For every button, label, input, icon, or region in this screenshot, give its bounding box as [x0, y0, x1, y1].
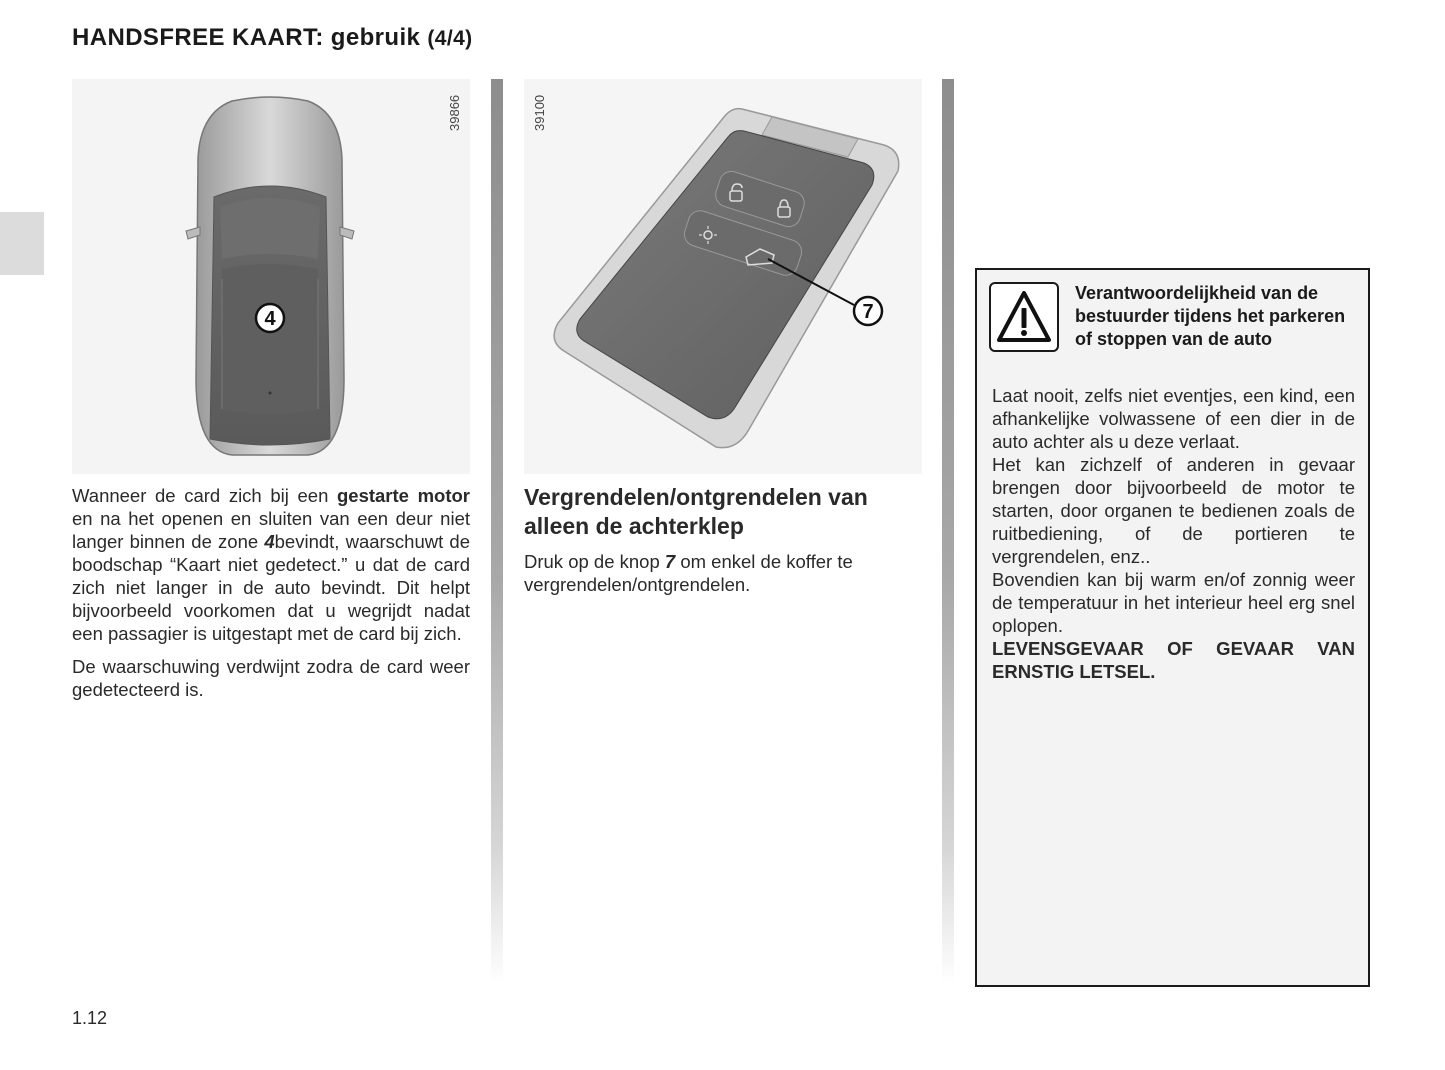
zone-reference: 4 [264, 531, 275, 552]
callout-7-label: 7 [862, 301, 874, 323]
page-title-main: HANDSFREE KAART: gebruik [72, 24, 421, 51]
warning-box [975, 268, 1370, 987]
figure-code-car: 39866 [447, 94, 462, 131]
callout-4-label: 4 [264, 308, 276, 330]
paragraph-warning-disappears: De waarschuwing verdwijnt zodra de card weer gedetecteerd is. [72, 656, 470, 700]
button-reference: 7 [664, 551, 676, 572]
page-number: 1.12 [72, 1008, 108, 1028]
text-run: Wanneer de card zich bij een [72, 485, 337, 506]
page-title-part: (4/4) [427, 27, 473, 50]
bold-run: gestarte motor [336, 485, 470, 506]
text-run: Druk op de knop [524, 551, 665, 572]
figure-code-card: 39100 [532, 94, 547, 131]
car-illustration [72, 79, 470, 474]
warning-paragraph-danger: LEVENSGEVAAR OF GEVAAR VAN ERNSTIG LETSEL. [992, 638, 1355, 682]
warning-body [992, 384, 1355, 683]
warning-triangle-icon [995, 288, 1053, 346]
text-run: en na het openen en sluiten van een deur niet langer binnen de zone [72, 508, 470, 552]
paragraph-tailgate-button [524, 550, 922, 596]
text-run: bevindt, waarschuwt de boodschap “Kaart niet gedetect.” u dat de card zich niet langer in de auto bevindt. Dit helpt bijvoorbeeld voorkomen dat u wegrijdt nadat een passagier is uitgestapt met de card bij zich. [72, 531, 470, 644]
handsfree-card-figure [524, 79, 922, 474]
card-illustration [524, 79, 922, 474]
column-1-text [72, 484, 470, 711]
section-heading-tailgate: Vergrendelen/ontgrendelen van alleen de achterklep [524, 484, 868, 539]
car-top-view-figure [72, 79, 470, 474]
page-title [72, 24, 473, 52]
warning-heading: Verantwoordelijkheid van de bestuurder tijdens het parkeren of stoppen van de auto [1075, 283, 1346, 349]
column-divider-2 [942, 79, 954, 984]
warning-paragraph-3: Bovendien kan bij warm en/of zonnig weer de temperatuur in het interieur heel erg snel oplopen. [992, 569, 1355, 636]
warning-icon-frame [989, 282, 1059, 352]
warning-paragraph-1: Laat nooit, zelfs niet eventjes, een kind, een afhankelijke volwassene of een dier in de auto achter als u deze verlaat. [992, 385, 1355, 452]
paragraph-card-not-detected [72, 484, 470, 645]
section-tab [0, 212, 44, 275]
warning-paragraph-2: Het kan zichzelf of anderen in gevaar brengen door bijvoorbeeld de motor te starten, door organen te bedienen zoals de ruitbediening, of de portieren te vergrendelen, enz.. [992, 454, 1355, 567]
column-divider-1 [491, 79, 503, 984]
column-2-text [524, 550, 922, 606]
text-run: om enkel de koffer te vergrendelen/ontgrendelen. [524, 551, 853, 595]
